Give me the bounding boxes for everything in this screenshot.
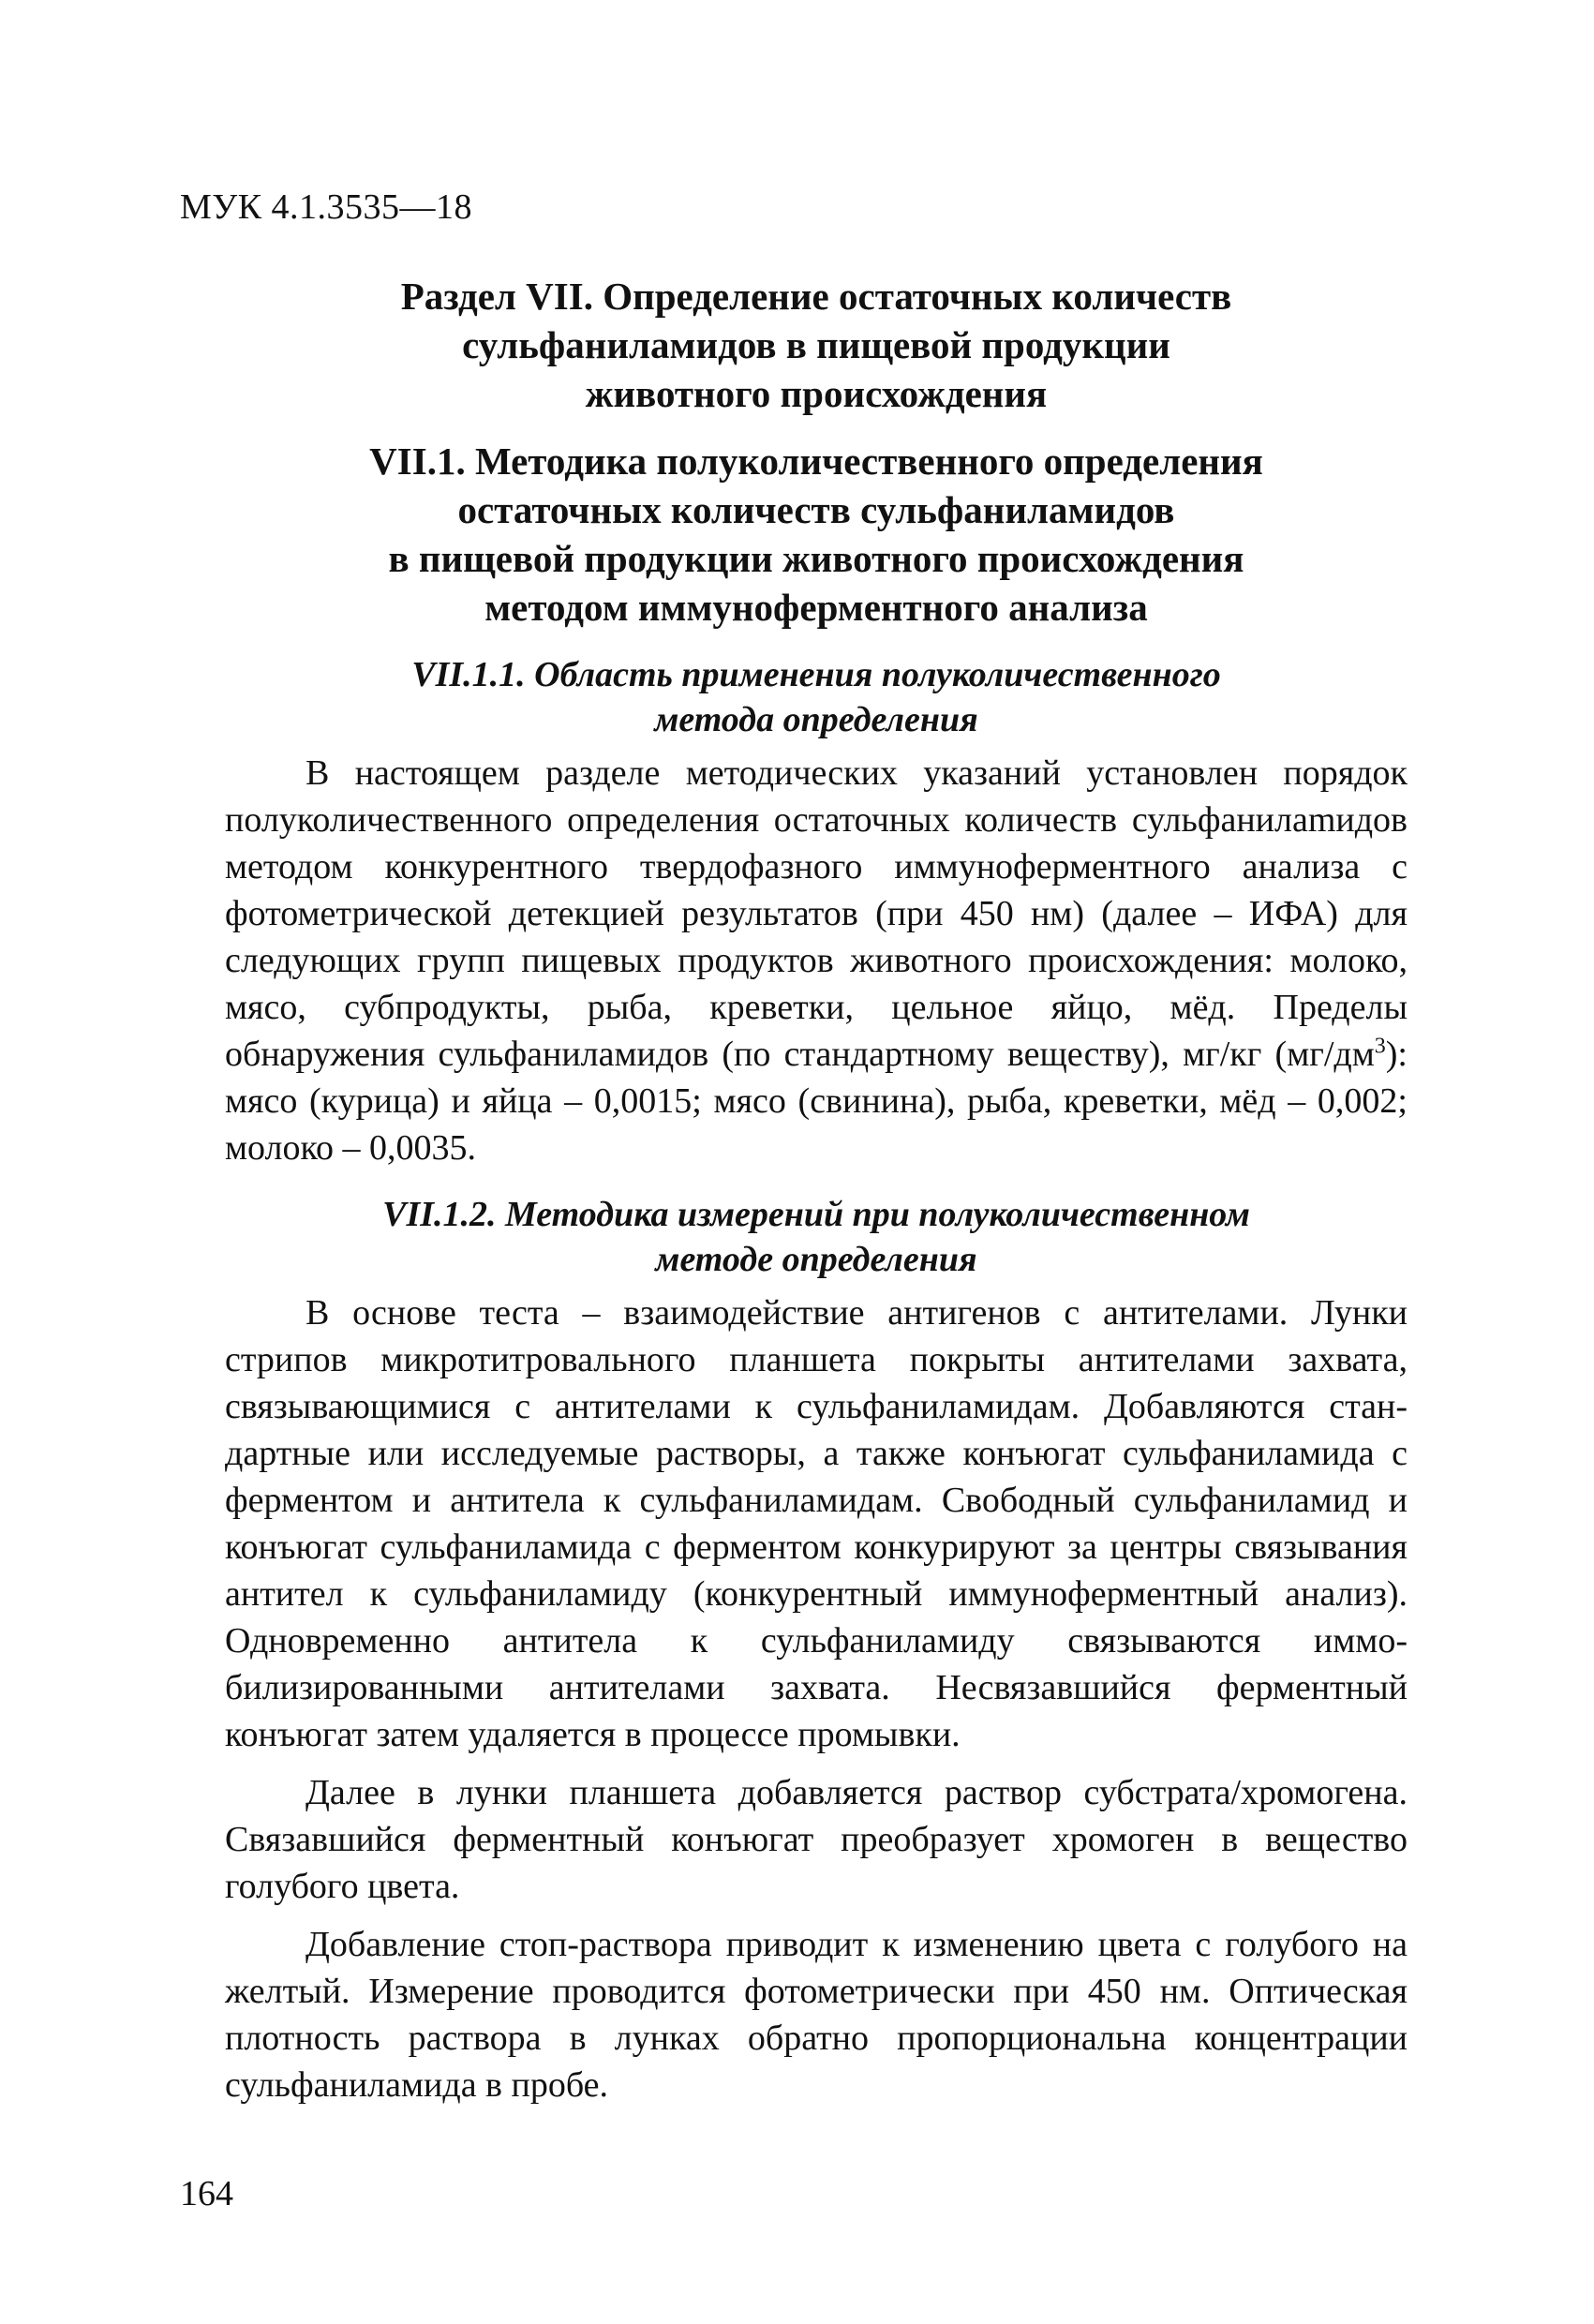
scope-paragraph-text: В настоящем разделе методических указаний установлен порядок полуколичественного определения остаточных количеств сульфанилаmидов методом конкурентного твердофазного иммуноферментного анализа с фотометрической детекцией результатов (при 450 нм) (далее – ИФА) для следующих групп пищевых продуктов животного происхождения: молоко, мясо, субпродукты, рыба, креветки, цельное яйцо, мёд. Пределы обнаружения сульфаниламидов (по стандартному веществу), мг/кг (мг/дм (225, 753, 1408, 1074)
section-title-line: Раздел VII. Определение остаточных количеств (400, 275, 1232, 318)
page-number: 164 (180, 2174, 233, 2213)
subsection-title-line: VII.1. Методика полуколичественного определения (369, 439, 1263, 483)
cubic-superscript: 3 (1374, 1034, 1386, 1059)
subsection-title (225, 437, 1408, 632)
scope-heading (225, 652, 1408, 742)
subsection-title-line: в пищевой продукции животного происхождения (388, 537, 1244, 580)
method-paragraph: Далее в лунки планшета добавляется раствор субстрата/хромогена. Связавшийся ферментный конъюгат преобразует хромоген в вещество голубого цвета. (225, 1773, 1408, 1906)
document-code: МУК 4.1.3535—18 (180, 187, 473, 227)
subsection-title-line: остаточных количеств сульфаниламидов (457, 488, 1175, 531)
scope-paragraph-text-end: ): мясо (курица) и яйца – 0,0015; мясо (свинина), рыба, креветки, мёд – 0,002; молоко – 0,0035. (225, 1035, 1408, 1168)
subsection-title-line: методом иммуноферментного анализа (484, 586, 1148, 629)
scope-heading-line: метода определения (654, 700, 978, 739)
method-heading-line: методе определения (655, 1240, 977, 1279)
document-content (225, 272, 1408, 2108)
section-title-line: сульфаниламидов в пищевой продукции (462, 323, 1170, 366)
method-paragraph: Добавление стоп-раствора приводит к изменению цвета с голубого на желтый. Измерение проводится фотометрически при 450 нм. Оптическая плотность раствора в лунках обратно пропорциональна концентрации сульфаниламида в пробе. (225, 1925, 1408, 2105)
method-heading-line: VII.1.2. Методика измерений при полуколичественном (382, 1195, 1250, 1234)
section-title (225, 272, 1408, 418)
method-paragraph: В основе теста – взаимодействие антигенов с антителами. Лунки стрипов микротитровального планшета покрыты антителами захвата, связывающимися с антителами к сульфаниламидам. Добавляются стандартные или исследуемые растворы, а также конъюгат сульфаниламида с ферментом и антитела к сульфаниламидам. Свободный сульфаниламид и конъюгат сульфаниламида с ферментом конкурируют за центры связывания антител к сульфаниламиду (конкурентный иммуноферментный анализ). Одновременно антитела к сульфаниламиду связываются иммобилизированными антителами захвата. Несвязавшийся ферментный конъюгат затем удаляется в процессе промывки. (225, 1293, 1408, 1754)
section-title-line: животного происхождения (585, 372, 1048, 415)
method-heading (225, 1192, 1408, 1282)
scope-paragraph (225, 750, 1408, 1171)
scope-heading-line: VII.1.1. Область применения полуколичественного (411, 655, 1221, 694)
